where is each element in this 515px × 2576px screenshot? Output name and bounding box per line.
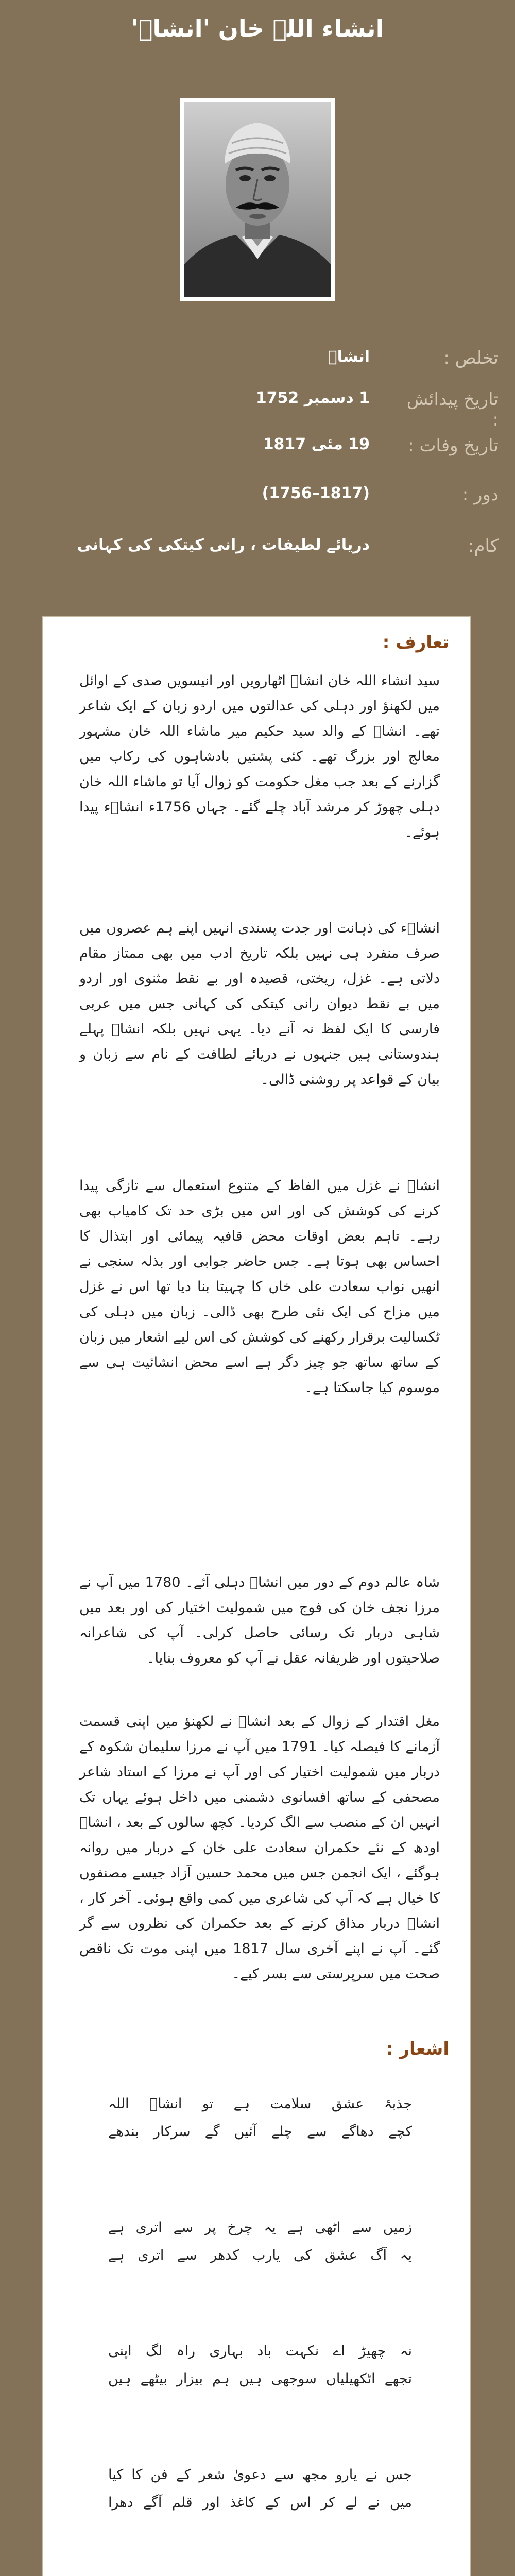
verse bbox=[108, 2337, 412, 2393]
intro-paragraph: مغل اقتدار کے زوال کے بعد انشاؔ نے لکھنؤ میں اپنی قسمت آزمانے کا فیصلہ کیا۔ 1791 میں آپ نے مرزا سلیمان شکوہ کے دربار میں شمولیت اختیار کی اور آپ نے مرزا کے استاد شاعر مصحفی کے ساتھ افسانوی دشمنی میں داخل ہوئے یہاں تک انہیں ان کے منصب سے الگ کردیا۔ کچھ سالوں کے بعد ، انشاؔ اودھ کے نئے حکمران سعادت علی خان کے دربار میں روانہ ہوگئے ، ایک انجمن جس میں محمد حسین آزاد جیسے مصنفوں کا خیال ہے کہ آپ کی شاعری میں کمی واقع ہوئی۔ آخر کار ، انشاؔ دربار مذاق کرنے کے بعد حکمران کی نظروں سے گر گئے۔ آپ نے اپنے آخری سال 1817 میں اپنی موت تک ناقص صحت میں سرپرستی سے بسر کیے۔ bbox=[79, 1714, 440, 1982]
intro-paragraph: انشاؔء کی ذہانت اور جدت پسندی انہیں اپنے ہم عصروں میں صرف منفرد ہی نہیں بلکہ تاریخ ادب میں بھی ممتاز مقام دلاتی ہے۔ غزل، ریختی، قصیدہ اور بے نقط مثنوی اور اردو میں بے نقط دیوان رانی کیتکی کی کہانی جس میں عربی فارسی کا ایک لفظ نہ آنے دیا۔ یہی نہیں بلکہ انشاؔ پہلے ہندوستانی ہیں جنہوں نے دریائے لطافت کے نام سے زبان و بیان کے قواعد پر روشنی ڈالی۔ bbox=[79, 920, 440, 1088]
verse-line: زمیں سے اٹھی ہے یہ چرخ پر سے اتری ہے bbox=[108, 2219, 412, 2235]
info-label: دور : bbox=[462, 484, 499, 505]
info-value: انشاؔ bbox=[328, 348, 370, 366]
info-label: تاریخ وفات : bbox=[408, 435, 499, 456]
poetry-heading: اشعار : bbox=[386, 2039, 449, 2059]
intro-heading: تعارف : bbox=[382, 632, 449, 653]
verse-line: جس نے یارو مجھ سے دعویٰ شعر کے فن کا کیا bbox=[108, 2467, 412, 2483]
verse-line: یہ آگ عشق کی یارب کدھر سے اتری ہے bbox=[108, 2247, 412, 2263]
verse bbox=[108, 2214, 412, 2269]
info-value: 19 مئی 1817 bbox=[263, 435, 370, 453]
verse bbox=[108, 2461, 412, 2517]
content-panel bbox=[42, 616, 471, 2576]
intro-paragraph: سید انشاء اللہ خان انشاؔ اٹھارویں اور انیسویں صدی کے اوائل میں لکھنؤ اور دہلی کی عدالتوں میں اردو زبان کے ایک شاعر تھے۔ انشاؔ کے والد سید حکیم میر ماشاء اللہ خان مشہور معالج اور بزرگ تھے۔ کئی پشتیں بادشاہوں کی رکاب میں گزارنے کے بعد جب مغل حکومت کو زوال آیا تو ماشاء اللہ خان دہلی چھوڑ کر مرشد آباد چلے گئے۔ جہاں 1756ء انشاؔء پیدا ہوئے۔ bbox=[79, 673, 440, 840]
info-row-works bbox=[0, 536, 515, 567]
info-label: تخلص : bbox=[443, 348, 499, 368]
portrait-image bbox=[184, 102, 331, 297]
info-row-pen-name bbox=[0, 348, 515, 379]
intro-paragraph: انشاؔ نے غزل میں الفاظ کے متنوع استعمال سے تازگی پیدا کرنے کی کوشش کی اور اس میں بڑی حد تک کامیاب بھی رہے۔ تاہم بعض اوقات محض قافیہ پیمائی اور ابتذال کا احساس بھی ہوتا ہے۔ جس حاضر جوابی اور بذلہ سنجی نے انھیں نواب سعادت علی خاں کا چہیتا بنا دیا تھا اس نے غزل میں مزاح کی ایک نئی طرح بھی ڈالی۔ زبان میں دہلی کی ٹکسالیت برقرار رکھنے کی کوشش کی اس لیے اشعار میں زبان کے ساتھ ساتھ جو چیز دگر ہے اسے محض انشائیت ہی سے موسوم کیا جاسکتا ہے۔ bbox=[79, 1178, 440, 1396]
verse-line: تجھے اٹکھیلیاں سوجھی ہیں ہم بیزار بیٹھے ہیں bbox=[108, 2371, 412, 2387]
verse-line: میں نے لے کر اس کے کاغذ اور قلم آگے دھرا bbox=[108, 2495, 412, 2511]
verse-line: نہ چھیڑ اے نکہت باد بہاری راہ لگ اپنی bbox=[108, 2343, 412, 2359]
info-value: دریائے لطیفات ، رانی کیتکی کی کہانی bbox=[77, 536, 370, 554]
portrait-photo bbox=[180, 98, 335, 301]
info-value: (1817–1756) bbox=[262, 484, 370, 502]
info-label: تاریخ پیدائش : bbox=[406, 389, 499, 430]
info-label: کام: bbox=[468, 536, 499, 556]
intro-paragraph: شاہ عالم دوم کے دور میں انشاؔ دہلی آئے۔ 1780 میں آپ نے مرزا نجف خان کی فوج میں شمولیت اختیار کی اور بعد میں شاہی دربار تک رسائی حاصل کرلی۔ آپ کی شاعرانہ صلاحیتوں اور ظریفانہ عقل نے آپ کو معروف بنایا۔ bbox=[79, 1574, 440, 1666]
info-row-birth-date bbox=[0, 389, 515, 430]
verse-line: کچے دھاگے سے چلے آئیں گے سرکار بندھے bbox=[108, 2124, 412, 2140]
verse-line: جذبۂ عشق سلامت ہے تو انشاؔ اللہ bbox=[108, 2096, 412, 2112]
info-row-era bbox=[0, 484, 515, 515]
page-title: انشاء اللہ خان 'انشاؔ' bbox=[131, 14, 384, 42]
verse bbox=[108, 2090, 412, 2146]
info-value: 1 دسمبر 1752 bbox=[255, 389, 370, 407]
info-row-death-date bbox=[0, 435, 515, 466]
